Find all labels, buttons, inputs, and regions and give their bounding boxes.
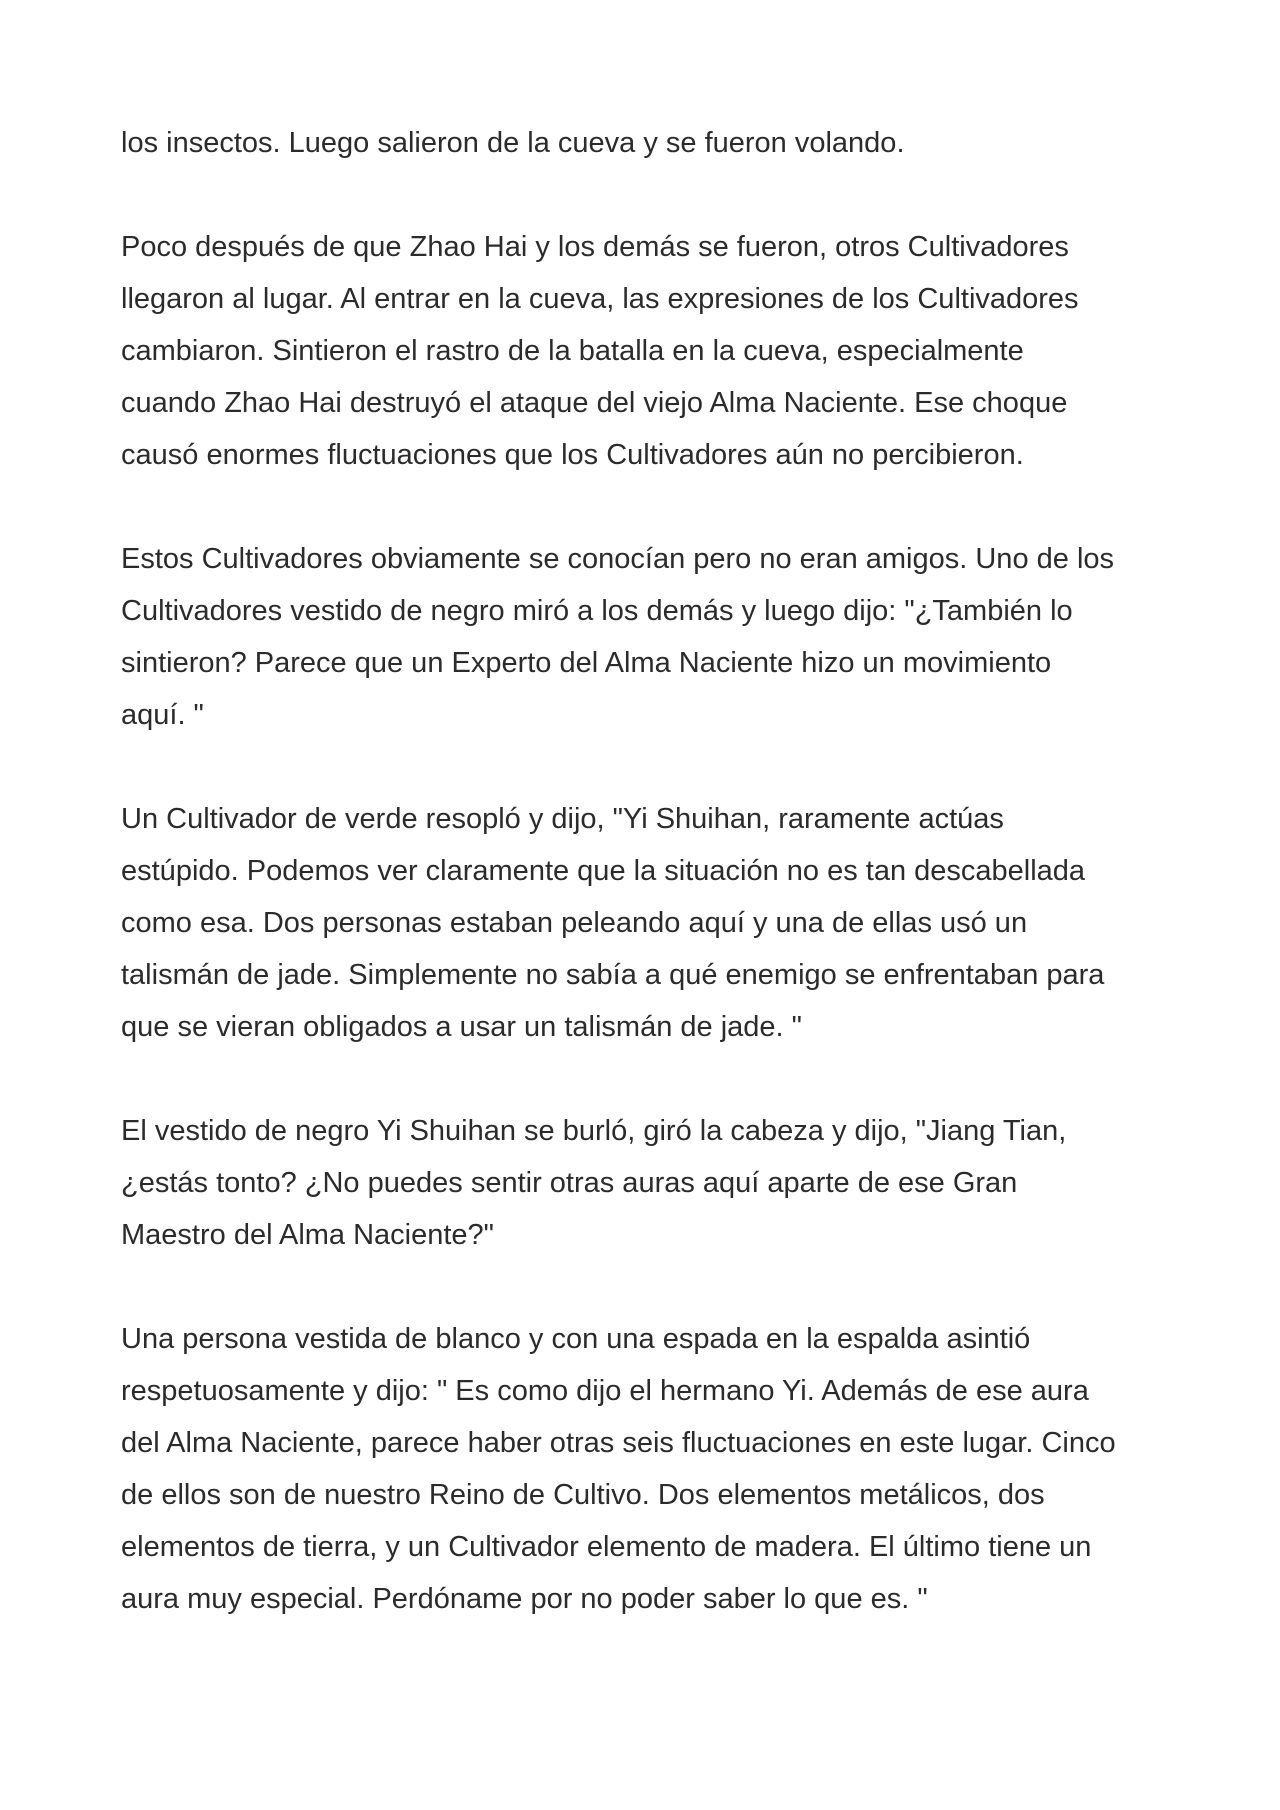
- paragraph-5: El vestido de negro Yi Shuihan se burló, giró la cabeza y dijo, "Jiang Tian, ¿estás tonto? ¿No puedes sentir otras auras aquí aparte de ese Gran Maestro del Alma Naciente?": [121, 1115, 1067, 1251]
- paragraph-2: Poco después de que Zhao Hai y los demás se fueron, otros Cultivadores llegaron al lugar. Al entrar en la cueva, las expresiones de los Cultivadores cambiaron. Sintieron el rastro de la batalla en la cueva, especialmente cuando Zhao Hai destruyó el ataque del viejo Alma Naciente. Ese choque causó enormes fluctuaciones que los Cultivadores aún no percibieron.: [121, 231, 1079, 471]
- paragraph-6: Una persona vestida de blanco y con una espada en la espalda asintió respetuosamente y dijo: " Es como dijo el hermano Yi. Además de ese aura del Alma Naciente, parece haber otras seis fluctuaciones en este lugar. Cinco de ellos son de nuestro Reino de Cultivo. Dos elementos metálicos, dos elementos de tierra, y un Cultivador elemento de madera. El último tiene un aura muy especial. Perdóname por no poder saber lo que es. ": [121, 1323, 1116, 1615]
- document-body: [121, 117, 1166, 1677]
- paragraph-4: Un Cultivador de verde resopló y dijo, "Yi Shuihan, raramente actúas estúpido. Podemos ver claramente que la situación no es tan descabellada como esa. Dos personas estaban peleando aquí y una de ellas usó un talismán de jade. Simplemente no sabía a qué enemigo se enfrentaban para que se vieran obligados a usar un talismán de jade. ": [121, 803, 1105, 1043]
- paragraph-3: Estos Cultivadores obviamente se conocían pero no eran amigos. Uno de los Cultivadores vestido de negro miró a los demás y luego dijo: "¿También lo sintieron? Parece que un Experto del Alma Naciente hizo un movimiento aquí. ": [121, 543, 1115, 731]
- paragraph-1: los insectos. Luego salieron de la cueva y se fueron volando.: [121, 127, 905, 159]
